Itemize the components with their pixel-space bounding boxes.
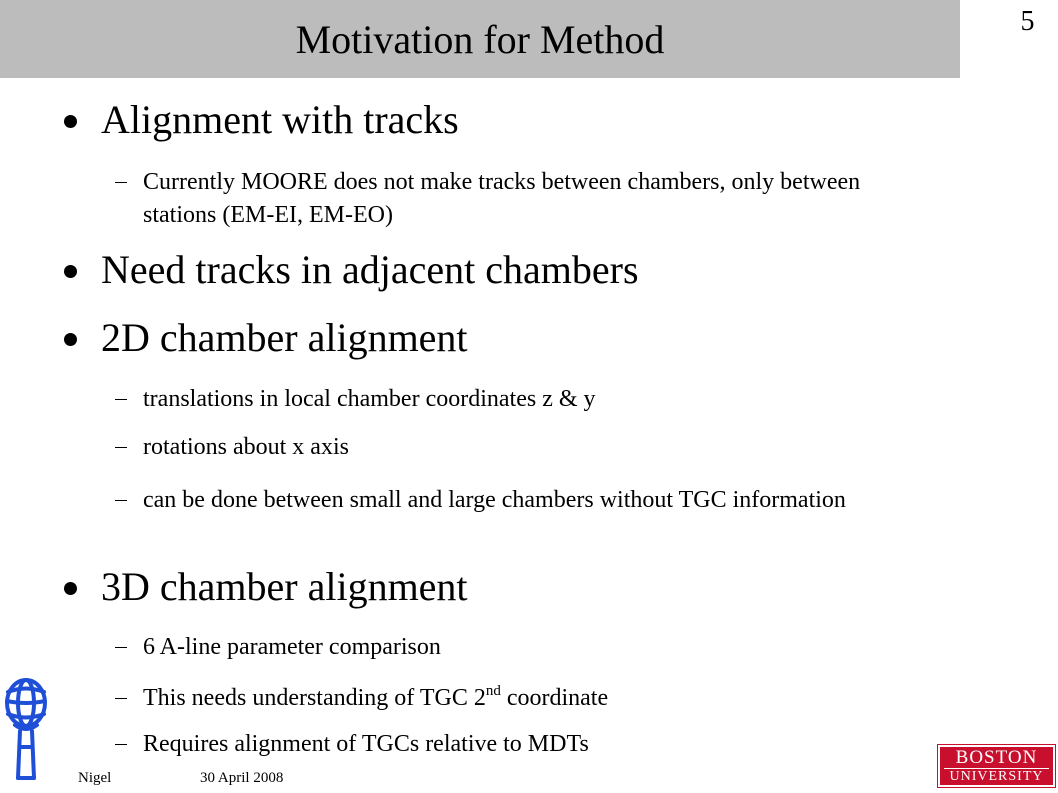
bullet-icon — [64, 582, 77, 595]
dash-icon — [115, 698, 127, 699]
bullet-text: 3D chamber alignment — [101, 564, 468, 609]
sub-bullet-text: Currently MOORE does not make tracks between chambers, only between stations (EM-EI, EM-EO) — [143, 169, 861, 228]
bullet-text: Alignment with tracks — [101, 97, 459, 142]
sub-bullet-text: can be done between small and large chambers without TGC information — [143, 487, 846, 513]
dash-icon — [115, 500, 127, 501]
sub-bullet-text-main: This needs understanding of TGC 2 — [143, 685, 486, 711]
page-number: 5 — [1020, 6, 1035, 37]
dash-icon — [115, 647, 127, 648]
sub-bullet-text: 6 A-line parameter comparison — [143, 634, 441, 660]
bullet-icon — [64, 333, 77, 346]
dash-icon — [115, 182, 127, 183]
sub-bullet-text: Requires alignment of TGCs relative to MDTs — [143, 731, 589, 757]
dash-icon — [115, 399, 127, 400]
sub-bullet-text: rotations about x axis — [143, 434, 349, 460]
footer-date: 30 April 2008 — [200, 770, 284, 786]
dash-icon — [115, 744, 127, 745]
bullet-text: 2D chamber alignment — [101, 315, 468, 360]
atlas-logo-icon — [2, 675, 50, 785]
bullet-text: Need tracks in adjacent chambers — [101, 247, 639, 292]
slide-title: Motivation for Method — [295, 17, 665, 62]
sub-bullet-text: translations in local chamber coordinates z & y — [143, 386, 596, 412]
logo-line-university: UNIVERSITY — [949, 769, 1044, 784]
bullet-icon — [64, 115, 77, 128]
dash-icon — [115, 447, 127, 448]
bullet-icon — [64, 265, 77, 278]
footer-author: Nigel — [78, 770, 112, 786]
ordinal-superscript: nd — [485, 683, 501, 699]
sub-bullet-text — [143, 682, 903, 715]
sub-bullet-text-tail: coordinate — [500, 685, 609, 711]
logo-line-boston: BOSTON — [955, 747, 1038, 768]
boston-university-logo — [938, 745, 1055, 787]
